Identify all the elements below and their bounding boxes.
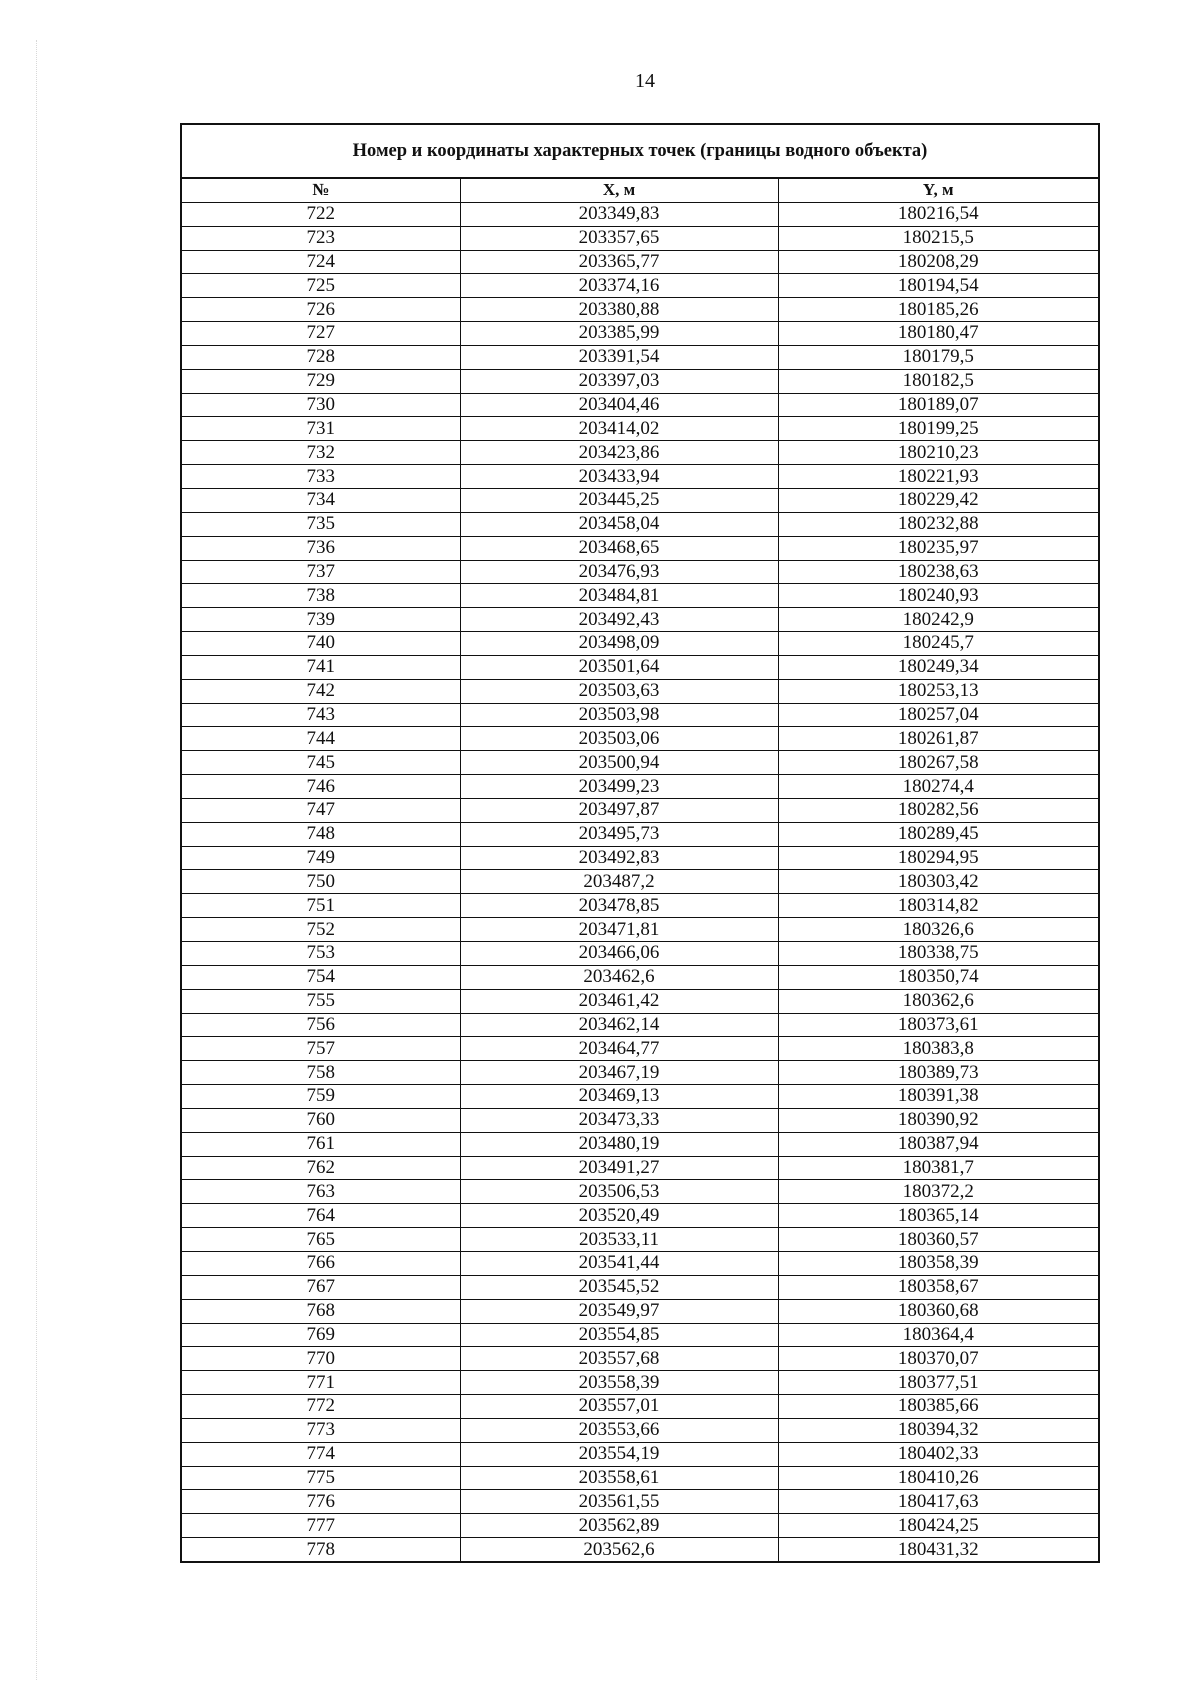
cell-y: 180360,68 (778, 1299, 1098, 1323)
cell-number: 757 (182, 1037, 460, 1061)
table-row (182, 322, 1098, 346)
cell-y: 180303,42 (778, 870, 1098, 894)
table-row (182, 1538, 1098, 1561)
cell-number: 722 (182, 202, 460, 226)
cell-x: 203458,04 (460, 512, 778, 536)
cell-y: 180210,23 (778, 441, 1098, 465)
cell-number: 730 (182, 393, 460, 417)
header-number: № (182, 179, 460, 202)
cell-number: 732 (182, 441, 460, 465)
cell-x: 203471,81 (460, 918, 778, 942)
table-row (182, 536, 1098, 560)
table-row (182, 393, 1098, 417)
cell-x: 203561,55 (460, 1490, 778, 1514)
cell-y: 180410,26 (778, 1466, 1098, 1490)
table-row (182, 1514, 1098, 1538)
cell-number: 765 (182, 1228, 460, 1252)
cell-x: 203365,77 (460, 250, 778, 274)
header-x: X, м (460, 179, 778, 202)
cell-x: 203562,6 (460, 1538, 778, 1561)
cell-number: 755 (182, 989, 460, 1013)
table-row (182, 274, 1098, 298)
cell-y: 180360,57 (778, 1228, 1098, 1252)
cell-y: 180215,5 (778, 226, 1098, 250)
cell-y: 180370,07 (778, 1347, 1098, 1371)
table-row (182, 846, 1098, 870)
cell-y: 180389,73 (778, 1061, 1098, 1085)
cell-number: 759 (182, 1085, 460, 1109)
cell-x: 203349,83 (460, 202, 778, 226)
cell-y: 180362,6 (778, 989, 1098, 1013)
cell-x: 203433,94 (460, 465, 778, 489)
cell-x: 203462,6 (460, 965, 778, 989)
table-row (182, 679, 1098, 703)
cell-number: 735 (182, 512, 460, 536)
table-row (182, 894, 1098, 918)
cell-y: 180208,29 (778, 250, 1098, 274)
cell-number: 760 (182, 1108, 460, 1132)
cell-x: 203499,23 (460, 775, 778, 799)
cell-x: 203554,19 (460, 1442, 778, 1466)
cell-x: 203503,98 (460, 703, 778, 727)
cell-y: 180314,82 (778, 894, 1098, 918)
cell-y: 180289,45 (778, 822, 1098, 846)
cell-y: 180249,34 (778, 655, 1098, 679)
table-row (182, 798, 1098, 822)
cell-x: 203558,61 (460, 1466, 778, 1490)
cell-y: 180180,47 (778, 322, 1098, 346)
cell-x: 203357,65 (460, 226, 778, 250)
table-row (182, 202, 1098, 226)
table-row (182, 298, 1098, 322)
table-row (182, 965, 1098, 989)
cell-y: 180391,38 (778, 1085, 1098, 1109)
cell-number: 740 (182, 632, 460, 656)
cell-number: 768 (182, 1299, 460, 1323)
cell-number: 758 (182, 1061, 460, 1085)
cell-y: 180390,92 (778, 1108, 1098, 1132)
table-row (182, 918, 1098, 942)
cell-number: 764 (182, 1204, 460, 1228)
cell-x: 203461,42 (460, 989, 778, 1013)
cell-y: 180182,5 (778, 369, 1098, 393)
table-header-row (182, 179, 1098, 202)
cell-number: 728 (182, 345, 460, 369)
cell-number: 741 (182, 655, 460, 679)
table-row (182, 703, 1098, 727)
cell-x: 203374,16 (460, 274, 778, 298)
cell-x: 203554,85 (460, 1323, 778, 1347)
cell-number: 738 (182, 584, 460, 608)
cell-number: 725 (182, 274, 460, 298)
cell-number: 761 (182, 1132, 460, 1156)
table-row (182, 1347, 1098, 1371)
header-y: Y, м (778, 179, 1098, 202)
cell-number: 775 (182, 1466, 460, 1490)
cell-y: 180365,14 (778, 1204, 1098, 1228)
cell-x: 203545,52 (460, 1275, 778, 1299)
cell-number: 729 (182, 369, 460, 393)
cell-number: 731 (182, 417, 460, 441)
table-row (182, 226, 1098, 250)
cell-number: 727 (182, 322, 460, 346)
cell-x: 203467,19 (460, 1061, 778, 1085)
cell-x: 203549,97 (460, 1299, 778, 1323)
cell-y: 180232,88 (778, 512, 1098, 536)
cell-x: 203414,02 (460, 417, 778, 441)
cell-number: 762 (182, 1156, 460, 1180)
table-row (182, 1395, 1098, 1419)
cell-y: 180424,25 (778, 1514, 1098, 1538)
cell-y: 180199,25 (778, 417, 1098, 441)
table-row (182, 1013, 1098, 1037)
table-row (182, 1323, 1098, 1347)
cell-x: 203469,13 (460, 1085, 778, 1109)
cell-number: 739 (182, 608, 460, 632)
cell-number: 771 (182, 1371, 460, 1395)
cell-x: 203487,2 (460, 870, 778, 894)
table-row (182, 1061, 1098, 1085)
cell-x: 203533,11 (460, 1228, 778, 1252)
cell-x: 203495,73 (460, 822, 778, 846)
cell-x: 203397,03 (460, 369, 778, 393)
table-row (182, 1132, 1098, 1156)
cell-number: 751 (182, 894, 460, 918)
cell-x: 203464,77 (460, 1037, 778, 1061)
cell-y: 180385,66 (778, 1395, 1098, 1419)
cell-x: 203380,88 (460, 298, 778, 322)
cell-y: 180253,13 (778, 679, 1098, 703)
cell-number: 767 (182, 1275, 460, 1299)
cell-y: 180267,58 (778, 751, 1098, 775)
cell-y: 180242,9 (778, 608, 1098, 632)
cell-x: 203473,33 (460, 1108, 778, 1132)
table-row (182, 870, 1098, 894)
cell-number: 753 (182, 942, 460, 966)
cell-y: 180338,75 (778, 942, 1098, 966)
cell-x: 203500,94 (460, 751, 778, 775)
table-row (182, 1228, 1098, 1252)
table-row (182, 942, 1098, 966)
cell-number: 748 (182, 822, 460, 846)
cell-y: 180229,42 (778, 488, 1098, 512)
cell-x: 203497,87 (460, 798, 778, 822)
table-row (182, 1156, 1098, 1180)
table-row (182, 1180, 1098, 1204)
cell-x: 203506,53 (460, 1180, 778, 1204)
table-row (182, 1490, 1098, 1514)
cell-y: 180274,4 (778, 775, 1098, 799)
table-row (182, 727, 1098, 751)
cell-number: 744 (182, 727, 460, 751)
cell-y: 180245,7 (778, 632, 1098, 656)
cell-y: 180350,74 (778, 965, 1098, 989)
cell-number: 726 (182, 298, 460, 322)
cell-y: 180235,97 (778, 536, 1098, 560)
table-row (182, 1251, 1098, 1275)
cell-number: 776 (182, 1490, 460, 1514)
cell-x: 203557,01 (460, 1395, 778, 1419)
cell-x: 203492,43 (460, 608, 778, 632)
cell-x: 203491,27 (460, 1156, 778, 1180)
cell-y: 180257,04 (778, 703, 1098, 727)
cell-y: 180383,8 (778, 1037, 1098, 1061)
cell-x: 203558,39 (460, 1371, 778, 1395)
table-row (182, 822, 1098, 846)
coordinates-table (182, 179, 1098, 1561)
table-row (182, 1037, 1098, 1061)
cell-y: 180194,54 (778, 274, 1098, 298)
cell-number: 773 (182, 1418, 460, 1442)
cell-number: 742 (182, 679, 460, 703)
table-row (182, 751, 1098, 775)
cell-x: 203404,46 (460, 393, 778, 417)
table-row (182, 512, 1098, 536)
table-row (182, 775, 1098, 799)
page-number: 14 (635, 70, 655, 92)
coordinates-table-frame (180, 123, 1100, 1563)
cell-y: 180221,93 (778, 465, 1098, 489)
cell-x: 203553,66 (460, 1418, 778, 1442)
cell-y: 180358,67 (778, 1275, 1098, 1299)
table-title: Номер и координаты характерных точек (границы водного объекта) (182, 125, 1098, 179)
cell-x: 203557,68 (460, 1347, 778, 1371)
cell-x: 203385,99 (460, 322, 778, 346)
cell-y: 180240,93 (778, 584, 1098, 608)
cell-y: 180358,39 (778, 1251, 1098, 1275)
cell-number: 766 (182, 1251, 460, 1275)
table-row (182, 584, 1098, 608)
cell-y: 180372,2 (778, 1180, 1098, 1204)
cell-y: 180294,95 (778, 846, 1098, 870)
cell-y: 180238,63 (778, 560, 1098, 584)
cell-y: 180373,61 (778, 1013, 1098, 1037)
cell-x: 203480,19 (460, 1132, 778, 1156)
cell-number: 769 (182, 1323, 460, 1347)
cell-number: 734 (182, 488, 460, 512)
cell-x: 203498,09 (460, 632, 778, 656)
cell-number: 772 (182, 1395, 460, 1419)
table-row (182, 655, 1098, 679)
cell-x: 203445,25 (460, 488, 778, 512)
cell-number: 774 (182, 1442, 460, 1466)
cell-y: 180377,51 (778, 1371, 1098, 1395)
cell-number: 743 (182, 703, 460, 727)
table-row (182, 1371, 1098, 1395)
table-row (182, 1108, 1098, 1132)
cell-number: 778 (182, 1538, 460, 1561)
cell-x: 203423,86 (460, 441, 778, 465)
cell-y: 180402,33 (778, 1442, 1098, 1466)
cell-y: 180417,63 (778, 1490, 1098, 1514)
cell-y: 180326,6 (778, 918, 1098, 942)
cell-y: 180216,54 (778, 202, 1098, 226)
table-row (182, 1442, 1098, 1466)
table-row (182, 488, 1098, 512)
cell-number: 754 (182, 965, 460, 989)
cell-number: 752 (182, 918, 460, 942)
table-row (182, 1299, 1098, 1323)
cell-x: 203541,44 (460, 1251, 778, 1275)
cell-number: 770 (182, 1347, 460, 1371)
cell-x: 203466,06 (460, 942, 778, 966)
table-row (182, 1466, 1098, 1490)
cell-number: 724 (182, 250, 460, 274)
cell-y: 180261,87 (778, 727, 1098, 751)
cell-x: 203562,89 (460, 1514, 778, 1538)
cell-x: 203476,93 (460, 560, 778, 584)
cell-x: 203492,83 (460, 846, 778, 870)
cell-y: 180431,32 (778, 1538, 1098, 1561)
table-row (182, 608, 1098, 632)
table-row (182, 417, 1098, 441)
table-row (182, 441, 1098, 465)
cell-x: 203468,65 (460, 536, 778, 560)
cell-y: 180387,94 (778, 1132, 1098, 1156)
table-body (182, 202, 1098, 1561)
cell-number: 750 (182, 870, 460, 894)
cell-x: 203462,14 (460, 1013, 778, 1037)
cell-number: 737 (182, 560, 460, 584)
table-row (182, 345, 1098, 369)
table-row (182, 1418, 1098, 1442)
cell-number: 733 (182, 465, 460, 489)
cell-number: 745 (182, 751, 460, 775)
scan-edge-line (36, 40, 37, 1680)
cell-y: 180282,56 (778, 798, 1098, 822)
table-row (182, 989, 1098, 1013)
cell-x: 203478,85 (460, 894, 778, 918)
cell-x: 203520,49 (460, 1204, 778, 1228)
table-row (182, 1204, 1098, 1228)
cell-y: 180189,07 (778, 393, 1098, 417)
cell-number: 756 (182, 1013, 460, 1037)
cell-number: 746 (182, 775, 460, 799)
cell-y: 180381,7 (778, 1156, 1098, 1180)
cell-number: 749 (182, 846, 460, 870)
cell-y: 180185,26 (778, 298, 1098, 322)
cell-y: 180364,4 (778, 1323, 1098, 1347)
cell-number: 777 (182, 1514, 460, 1538)
cell-x: 203503,63 (460, 679, 778, 703)
cell-x: 203484,81 (460, 584, 778, 608)
cell-y: 180394,32 (778, 1418, 1098, 1442)
cell-number: 763 (182, 1180, 460, 1204)
cell-number: 723 (182, 226, 460, 250)
cell-x: 203501,64 (460, 655, 778, 679)
table-row (182, 1085, 1098, 1109)
table-row (182, 250, 1098, 274)
cell-x: 203503,06 (460, 727, 778, 751)
table-row (182, 632, 1098, 656)
cell-number: 736 (182, 536, 460, 560)
table-row (182, 369, 1098, 393)
cell-y: 180179,5 (778, 345, 1098, 369)
cell-number: 747 (182, 798, 460, 822)
table-row (182, 465, 1098, 489)
table-row (182, 560, 1098, 584)
table-row (182, 1275, 1098, 1299)
cell-x: 203391,54 (460, 345, 778, 369)
